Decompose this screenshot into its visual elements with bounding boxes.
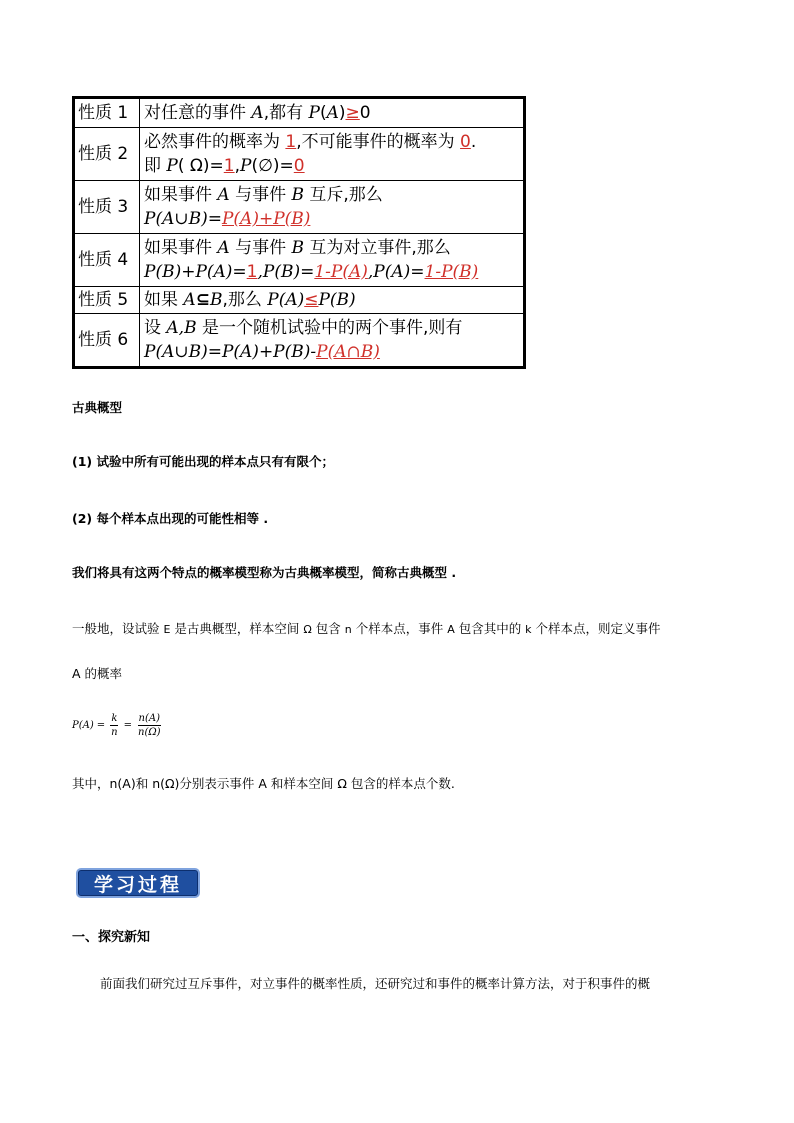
- fraction-k-over-n: $\frac{k}{n}$: [111, 712, 118, 738]
- answer-blank: 0: [460, 132, 471, 152]
- row-content: 如果事件 A 与事件 B 互斥,那么 P(A∪B)=P(A)+P(B): [140, 181, 525, 234]
- section-heading-classical: 古典概型: [72, 400, 123, 415]
- row-label: 性质 1: [74, 98, 140, 128]
- row-label: 性质 3: [74, 181, 140, 234]
- answer-blank: P(A∩B): [316, 342, 380, 362]
- definition-line-1: 一般地，设试验 E 是古典概型，样本空间 Ω 包含 n 个样本点，事件 A 包含其中的 k 个样本点，则定义事件: [72, 621, 661, 636]
- classical-probability-formula: P(A) = $\frac{k}{n}$ = $\frac{n(A)}{n(\Omega)}$: [72, 712, 161, 738]
- condition-1: (1) 试验中所有可能出现的样本点只有有限个；: [72, 454, 334, 469]
- answer-blank: ≥: [345, 103, 360, 123]
- answer-blank: ≤: [304, 290, 319, 310]
- table-row: [74, 128, 525, 181]
- intro-paragraph: 前面我们研究过互斥事件，对立事件的概率性质，还研究过和事件的概率计算方法，对于积事件的概: [100, 976, 651, 991]
- answer-blank: 1: [223, 156, 235, 176]
- answer-blank: 1: [285, 132, 297, 152]
- definition-line-2: A 的概率: [72, 666, 123, 681]
- answer-blank: 1: [246, 262, 258, 282]
- definition-summary: 我们将具有这两个特点的概率模型称为古典概率模型，简称古典概型 .: [72, 565, 457, 580]
- answer-blank: P(A)+P(B): [221, 209, 311, 229]
- table-row: [74, 287, 525, 314]
- table-row: [74, 234, 525, 287]
- learning-process-banner: 学习过程: [76, 868, 200, 898]
- answer-blank: 0: [293, 156, 305, 176]
- table-row: [74, 314, 525, 368]
- row-content: 如果 A⊆B,那么 P(A)≤P(B): [140, 287, 525, 314]
- table-row: [74, 98, 525, 128]
- row-label: 性质 2: [74, 128, 140, 181]
- table-row: [74, 181, 525, 234]
- row-content: 设 A,B 是一个随机试验中的两个事件,则有 P(A∪B)=P(A)+P(B)-P(A∩B): [140, 314, 525, 368]
- row-label: 性质 5: [74, 287, 140, 314]
- condition-2: (2) 每个样本点出现的可能性相等 .: [72, 511, 269, 526]
- row-content: 如果事件 A 与事件 B 互为对立事件,那么 P(B)+P(A)=1,P(B)=1-P(A),P(A)=1-P(B): [140, 234, 525, 287]
- formula-note: 其中，n(A)和 n(Ω)分别表示事件 A 和样本空间 Ω 包含的样本点个数.: [72, 776, 455, 791]
- answer-blank: 1-P(A): [314, 262, 368, 282]
- row-content: 对任意的事件 A,都有 P(A)≥0: [140, 98, 525, 128]
- probability-properties-table: [72, 96, 526, 369]
- row-label: 性质 4: [74, 234, 140, 287]
- answer-blank: 1-P(B): [424, 262, 479, 282]
- row-label: 性质 6: [74, 314, 140, 368]
- row-content: 必然事件的概率为 1,不可能事件的概率为 0. 即 P( Ω)=1,P(∅)=0: [140, 128, 525, 181]
- section-heading-explore: 一、探究新知: [72, 930, 151, 945]
- fraction-nA-over-nOmega: $\frac{n(A)}{n(\Omega)}$: [138, 712, 161, 738]
